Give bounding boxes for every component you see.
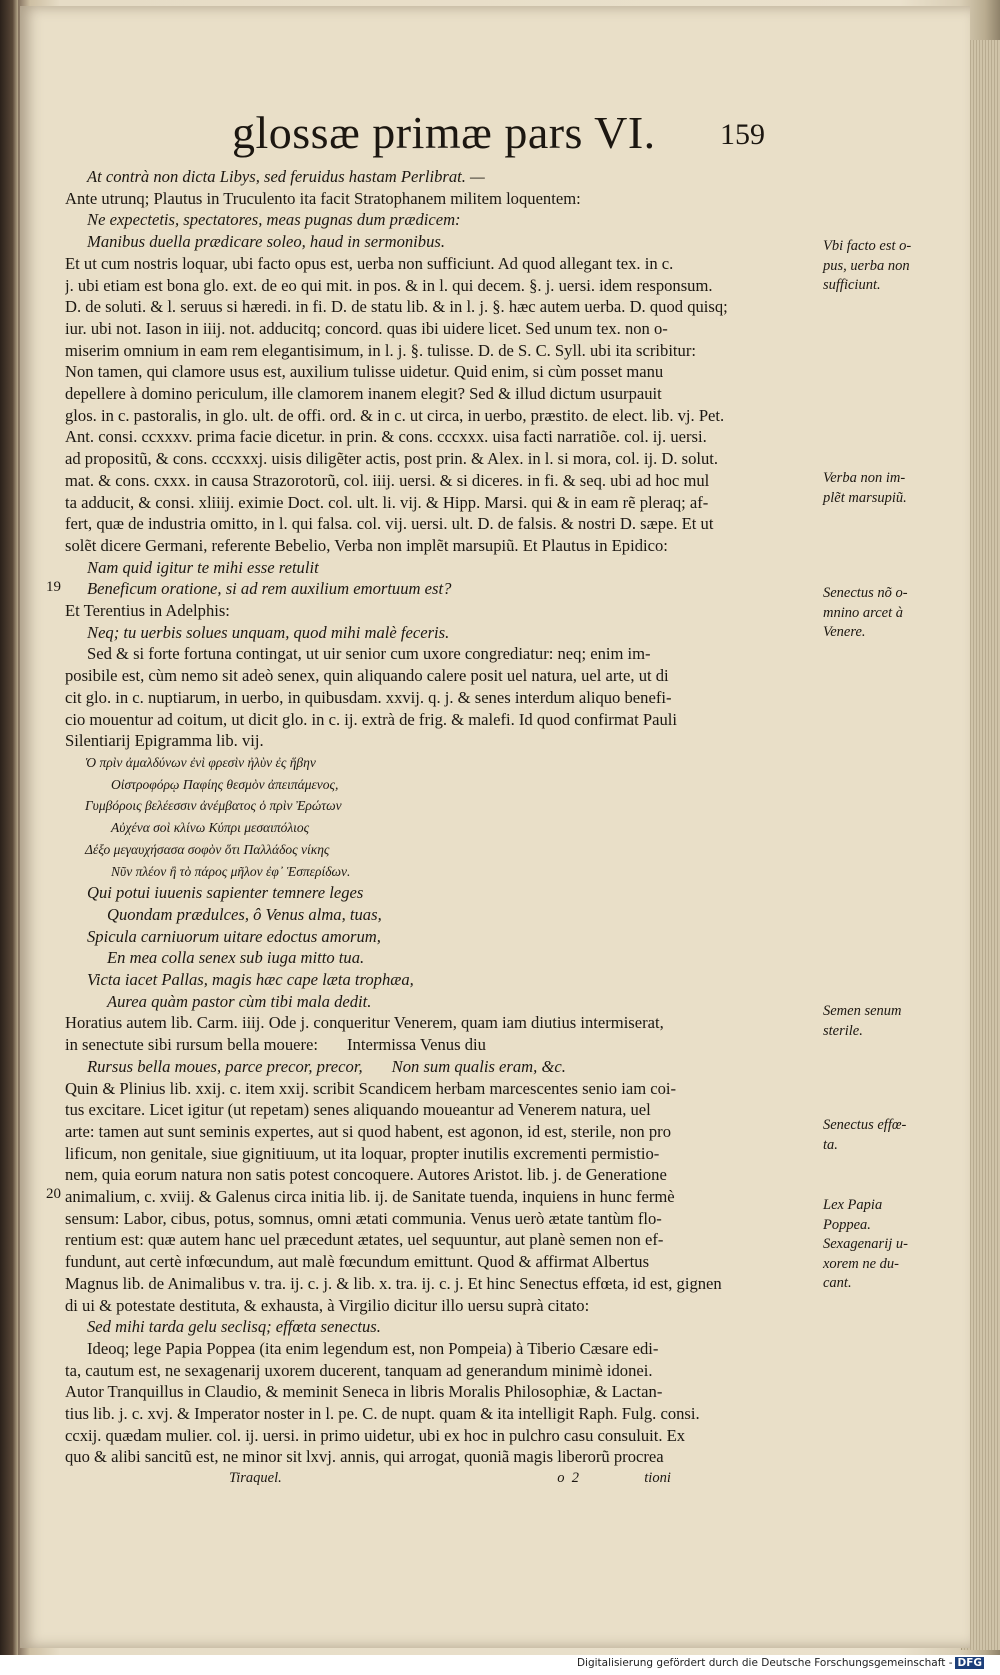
dfg-logo: DFG bbox=[957, 1657, 982, 1669]
text-line: ccxij. quædam mulier. col. ij. uersi. in primo uidetur, ubi ex hoc in pulchro casu consuluit. Ex bbox=[65, 1425, 686, 1445]
greek-verse-line: Δέξο μεγαυχήσασα σοφὸν ὅτι Παλλάδος νίκης bbox=[85, 841, 330, 857]
binding-edge bbox=[0, 0, 18, 1655]
verse-line: Ne expectetis, spectatores, meas pugnas dum prædicem: bbox=[87, 210, 461, 230]
text-line: quo & alibi sancitũ est, ne minor sit lxvj. annis, qui arrogat, quoniã magis liberorũ procrea bbox=[65, 1447, 664, 1467]
text-line: rentium est: quæ autem hanc uel præcedunt ætates, uel sequuntur, aut planè semen non ef- bbox=[65, 1230, 664, 1250]
text-line: cit glo. in c. nuptiarum, in uerbo, in quibusdam. xxvij. q. j. & senes interdum aliquo benefi- bbox=[65, 687, 672, 707]
margin-note: Senectus effœ- ta. bbox=[823, 1117, 907, 1153]
text-line: Ideoq; lege Papia Poppea (ita enim legendum est, non Pompeia) à Tiberio Cæsare edi- bbox=[87, 1338, 659, 1358]
text-line: j. ubi etiam est bona glo. ext. de eo qui mit. in pos. & in l. qui decem. §. j. uersi. idem responsum. bbox=[65, 275, 713, 295]
text-line: D. de soluti. & l. seruus si hæredi. in fi. D. de statu lib. & in l. j. §. hæc autem uerba. D. quod quisq; bbox=[65, 297, 728, 317]
verse-line: Victa iacet Pallas, magis hæc cape læta trophæa, bbox=[87, 970, 414, 990]
catchword-line: Tiraquel. o 2 tioni bbox=[229, 1470, 671, 1487]
text-line: cio mouentur ad coitum, ut dicit glo. in c. ij. extrà de frig. & malefi. Id quod confirmat Pauli bbox=[65, 709, 677, 729]
margin-note: Senectus nõ o- mnino arcet à Venere. bbox=[823, 585, 908, 640]
margin-note: Lex Papia Poppea. Sexagenarij u- xorem ne du- cant. bbox=[823, 1197, 908, 1291]
verse-line: Qui potui iuuenis sapienter temnere leges bbox=[87, 883, 364, 903]
text-line: posibile est, cùm nemo sit adeò senex, quin aliquando calere posit uel natura, uel arte, ut di bbox=[65, 666, 669, 686]
text-line: tius lib. j. c. xvj. & Imperator noster in l. pe. C. de nupt. quam & ita intelligit Raph. Fulg. consi. bbox=[65, 1404, 700, 1424]
text-line: Sed & si forte fortuna contingat, ut uir senior cum uxore congrediatur: neq; enim im- bbox=[87, 644, 651, 664]
text-line: Autor Tranquillus in Claudio, & meminit Seneca in libris Moralis Philosophiæ, & Lactan- bbox=[65, 1382, 663, 1402]
text-line: Et Terentius in Adelphis: bbox=[65, 601, 230, 621]
text-line: ta, cautum est, ne sexagenarij uxorem ducerent, tanquam ad generandum minimè idonei. bbox=[65, 1360, 653, 1380]
margin-note: Vbi facto est o- pus, uerba non sufficiunt. bbox=[823, 238, 912, 293]
text-line: Non tamen, qui clamore usus est, auxilium tulisse uidetur. Quid enim, si cùm posset manu bbox=[65, 362, 664, 382]
text-line: iur. ubi not. Iason in iiij. not. adducitq; concord. quas ibi uidere licet. Sed unum tex. non o- bbox=[65, 318, 668, 338]
greek-verse-line: Οἰστροφόρῳ Παφίης θεσμὸν ἀπειπάμενος, bbox=[111, 776, 339, 792]
funding-credit: Digitalisierung gefördert durch die Deutsche Forschungsgemeinschaft - DFG bbox=[576, 1657, 982, 1669]
verse-line: Beneficum oratione, si ad rem auxilium emortuum est? bbox=[87, 579, 452, 599]
text-line: arte: tamen aut sunt seminis expertes, aut si quod habent, est agonon, id est, sterile, non pro bbox=[65, 1121, 671, 1141]
text-line: ad propositũ, & cons. cccxxxj. uisis diligẽter actis, post prin. & Alex. in l. si mora, col. ij. D. solut. bbox=[65, 449, 719, 469]
verse-line: Neq; tu uerbis solues unquam, quod mihi malè feceris. bbox=[87, 622, 450, 642]
digitization-footer bbox=[0, 1655, 1000, 1675]
text-line: Ante utrunq; Plautus in Truculento ita facit Stratophanem militem loquentem: bbox=[65, 188, 581, 208]
verse-line: Sed mihi tarda gelu seclisq; effœta senectus. bbox=[87, 1317, 381, 1337]
text-line: nem, quia eorum natura non satis potest concoquere. Autores Aristot. lib. j. de Generatione bbox=[65, 1165, 667, 1185]
verse-line: Nam quid igitur te mihi esse retulit bbox=[87, 557, 319, 577]
greek-verse-line: Αὐχένα σοὶ κλίνω Κύπρι μεσαιπόλιος bbox=[111, 820, 310, 836]
greek-verse-line: Ὁ πρὶν ἀμαλδύνων ἐνὶ φρεσὶν ἠλὺν ἐς ἥβην bbox=[85, 754, 316, 770]
margin-note: Verba non im- plẽt marsupiũ. bbox=[823, 470, 907, 506]
line-number: 20 bbox=[46, 1186, 61, 1202]
text-line: animalium, c. xviij. & Galenus circa initia lib. ij. de Sanitate tuenda, inquiens in hunc fermè bbox=[65, 1187, 675, 1207]
folio-number: 159 bbox=[720, 118, 765, 151]
body-text bbox=[65, 166, 912, 1490]
text-line: glos. in c. pastoralis, in glo. ult. de offi. ord. & in c. ut circa, in uerbo, præstito. de elect. lib. vj. Pet. bbox=[65, 405, 725, 425]
text-line: Silentiarij Epigramma lib. vij. bbox=[65, 731, 264, 751]
margin-note: Semen senum sterile. bbox=[823, 1003, 902, 1039]
text-line: Quin & Plinius lib. xxij. c. item xxij. scribit Scandicem herbam marcescentes senio iam coi- bbox=[65, 1078, 677, 1098]
text-line: Et ut cum nostris loquar, ubi facto opus est, uerba non sufficiunt. Ad quod allegant tex. in c. bbox=[65, 253, 674, 273]
line-number: 19 bbox=[46, 579, 61, 595]
text-line: sensum: Labor, cibus, potus, somnus, omni ætati communia. Venus uerò ætate tantùm flo- bbox=[65, 1208, 662, 1228]
verse-line: Manibus duella prædicare soleo, haud in sermonibus. bbox=[87, 232, 445, 252]
text-line: Ant. consi. ccxxxv. prima facie dicetur. in prin. & cons. cccxxx. uisa facti narratiõe. col. ij. uersi. bbox=[65, 427, 707, 447]
text-line: ta adducit, & consi. xliiij. eximie Doct. col. ult. li. vij. & Hipp. Marsi. qui & in eam rẽ pleraq; af- bbox=[65, 492, 709, 512]
text-line: tus excitare. Licet igitur (ut repetam) senes aliquando moueantur ad Venerem natura, uel bbox=[65, 1100, 651, 1120]
greek-verse-line: Νῦν πλέον ἢ τὸ πάρος μῆλον ἐφ᾽ Ἑσπερίδων. bbox=[111, 863, 351, 879]
page-title: glossæ primæ pars VI. bbox=[232, 107, 656, 158]
text-line: mat. & cons. cxxx. in causa Strazorotorũ, col. iiij. uersi. & si diceres. in fi. & seq. ubi ad hoc mul bbox=[65, 470, 710, 490]
text-line: fundunt, aut certè infœcundum, aut malè fœcundum emittunt. Quod & affirmat Albertus bbox=[65, 1252, 650, 1272]
text-line: Horatius autem lib. Carm. iiij. Ode j. conqueritur Venerem, quam iam diutius intermiserat, bbox=[65, 1013, 664, 1033]
text-line: in senectute sibi rursum bella mouere: Intermissa Venus diu bbox=[65, 1035, 486, 1055]
greek-verse-line: Γυμβόροις βελέεσσιν ἀνέμβατος ὁ πρὶν Ἐρώτων bbox=[85, 798, 342, 814]
text-line: depellere à domino periculum, ille clamorem inanem elegit? Sed & illud dictum usurpauit bbox=[65, 384, 662, 404]
text-line: fert, quæ de industria omitto, in l. qui falsa. col. vij. uersi. ult. D. de falsis. & nostri D. sæpe. Et ut bbox=[65, 514, 714, 534]
verse-line: At contrà non dicta Libys, sed feruidus hastam Perlibrat. — bbox=[87, 167, 485, 186]
text-line: solẽt dicere Germani, referente Bebelio, Verba non implẽt marsupiũ. Et Plautus in Epidico: bbox=[65, 535, 668, 555]
text-line: di ui & potestate destituta, & exhausta, à Virgilio dicitur illo uersu suprà citato: bbox=[65, 1295, 590, 1315]
book-page bbox=[20, 6, 970, 1648]
verse-line: En mea colla senex sub iuga mitto tua. bbox=[107, 948, 365, 968]
verse-line: Quondam prædulces, ô Venus alma, tuas, bbox=[107, 904, 382, 924]
text-line: lificum, non genitale, siue gignitiuum, ut ita loquar, propter inutilis excrementi permistio- bbox=[65, 1143, 660, 1163]
verse-line: Spicula carniuorum uitare edoctus amorum, bbox=[87, 926, 381, 946]
verse-line: Rursus bella moues, parce precor, precor, Non sum qualis eram, &c. bbox=[87, 1056, 566, 1076]
text-line: miserim omnium in eam rem elegantisimum, in l. j. §. tulisse. D. de S. C. Syll. ubi ita scribitur: bbox=[65, 340, 696, 360]
text-line: Magnus lib. de Animalibus v. tra. ij. c. j. & lib. x. tra. ij. c. j. Et hinc Senectus effœta, id est, gignen bbox=[65, 1273, 722, 1293]
verse-line: Aurea quàm pastor cùm tibi mala dedit. bbox=[107, 991, 372, 1011]
